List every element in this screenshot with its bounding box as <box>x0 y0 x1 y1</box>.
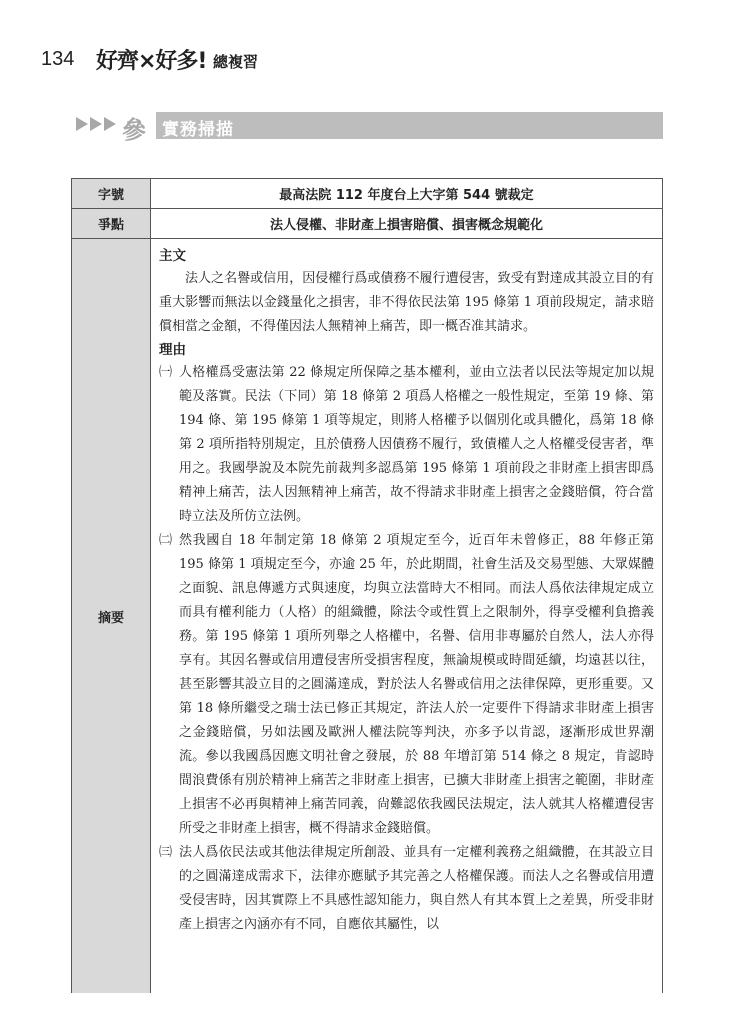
summary-cell <box>151 239 663 994</box>
issue-points: 法人侵權、非財產上損害賠償、損害概念規範化 <box>151 209 663 239</box>
row-label: 爭點 <box>72 209 151 239</box>
section-title-band <box>156 112 663 139</box>
item-text: 法人爲依民法或其他法律規定所創設、並具有一定權利義務之組織體，在其設立目的之圓滿達成需求下，法律亦應賦予其完善之人格權保護。而法人之名譽或信用遭受侵害時，因其實際上不具感性認知能力，與自然人有其本質上之差異，所受非財產上損害之內涵亦有不同，自應依其屬性，以 <box>179 845 654 932</box>
item-number: ㈢ <box>159 845 173 860</box>
row-label: 字號 <box>72 179 151 209</box>
table-row <box>72 209 663 239</box>
section-title: 實務掃描 <box>162 120 234 140</box>
case-number: 最高法院 112 年度台上大字第 544 號裁定 <box>151 179 663 209</box>
arrow-icons <box>76 117 116 131</box>
table-row <box>72 239 663 994</box>
case-table <box>71 178 663 993</box>
section-number: 參 <box>122 116 146 144</box>
reason-heading: 理由 <box>159 342 186 358</box>
item-text: 人格權爲受憲法第 22 條規定所保障之基本權利，並由立法者以民法等規定加以規範及落實。民法（下同）第 18 條第 2 項爲人格權之一般性規定，至第 19 條、第 194 條、第 195 條第 1 項等規定，則將人格權予以個別化或具體化，爲第 18 條第 2 項所指特別規定，且於債務人因債務不履行，致債權人之人格權受侵害者，準用之。我國學說及本院先前裁判多認爲第 195 條第 1 項前段之非財產上損害即爲精神上痛苦，法人因無精神上痛苦，故不得請求非財產上損害之金錢賠償，符合當時立法及所仿立法例。 <box>179 365 654 524</box>
section-header <box>76 112 663 144</box>
list-item <box>159 361 654 529</box>
item-number: ㈡ <box>159 533 173 548</box>
row-label: 摘要 <box>72 239 151 994</box>
list-item <box>159 841 654 937</box>
item-text: 然我國自 18 年制定第 18 條第 2 項規定至今，近百年未曾修正，88 年修正第 195 條第 1 項規定至今，亦逾 25 年，於此期間，社會生活及交易型態、大眾媒體之面貌、訊息傳遞方式與速度，均與立法當時大不相同。而法人爲依法律規定成立而具有權利能力（人格）的組織體，除法令或性質上之限制外，得享受權利負擔義務。第 195 條第 1 項所列舉之人格權中，名譽、信用非專屬於自然人，法人亦得享有。其因名譽或信用遭侵害所受損害程度，無論規模或時間延續，均遠甚以往，甚至影響其設立目的之圓滿達成，對於法人名譽或信用之法律保障，更形重要。又第 18 條所繼受之瑞士法已修正其規定，許法人於一定要件下得請求非財產上損害之金錢賠償，另如法國及歐洲人權法院等判決，亦多予以肯認，逐漸形成世界潮流。參以我國爲因應文明社會之發展，於 88 年增訂第 514 條之 8 規定，肯認時間浪費係有別於精神上痛苦之非財產上損害，已擴大非財產上損害之範圍，非財產上損害不必再與精神上痛苦同義，尙難認依我國民法規定，法人就其人格權遭侵害所受之非財產上損害，概不得請求金錢賠償。 <box>179 533 654 836</box>
table-row <box>72 179 663 209</box>
main-text: 法人之名譽或信用，因侵權行爲或債務不履行遭侵害，致受有對達成其設立目的有重大影響而無法以金錢量化之損害，非不得依民法第 195 條第 1 項前段規定，請求賠償相當之金額，不得僅因法人無精神上痛苦，即一概否准其請求。 <box>159 271 654 334</box>
list-item <box>159 529 654 841</box>
main-heading: 主文 <box>159 248 186 264</box>
brand-subtitle: 總複習 <box>213 53 259 71</box>
item-number: ㈠ <box>159 365 173 380</box>
page-number: 134 <box>41 48 75 70</box>
brand-logo: 好齊×好多! <box>96 49 207 74</box>
arrow-right-icon <box>104 117 116 131</box>
arrow-right-icon <box>90 117 102 131</box>
arrow-right-icon <box>76 117 88 131</box>
